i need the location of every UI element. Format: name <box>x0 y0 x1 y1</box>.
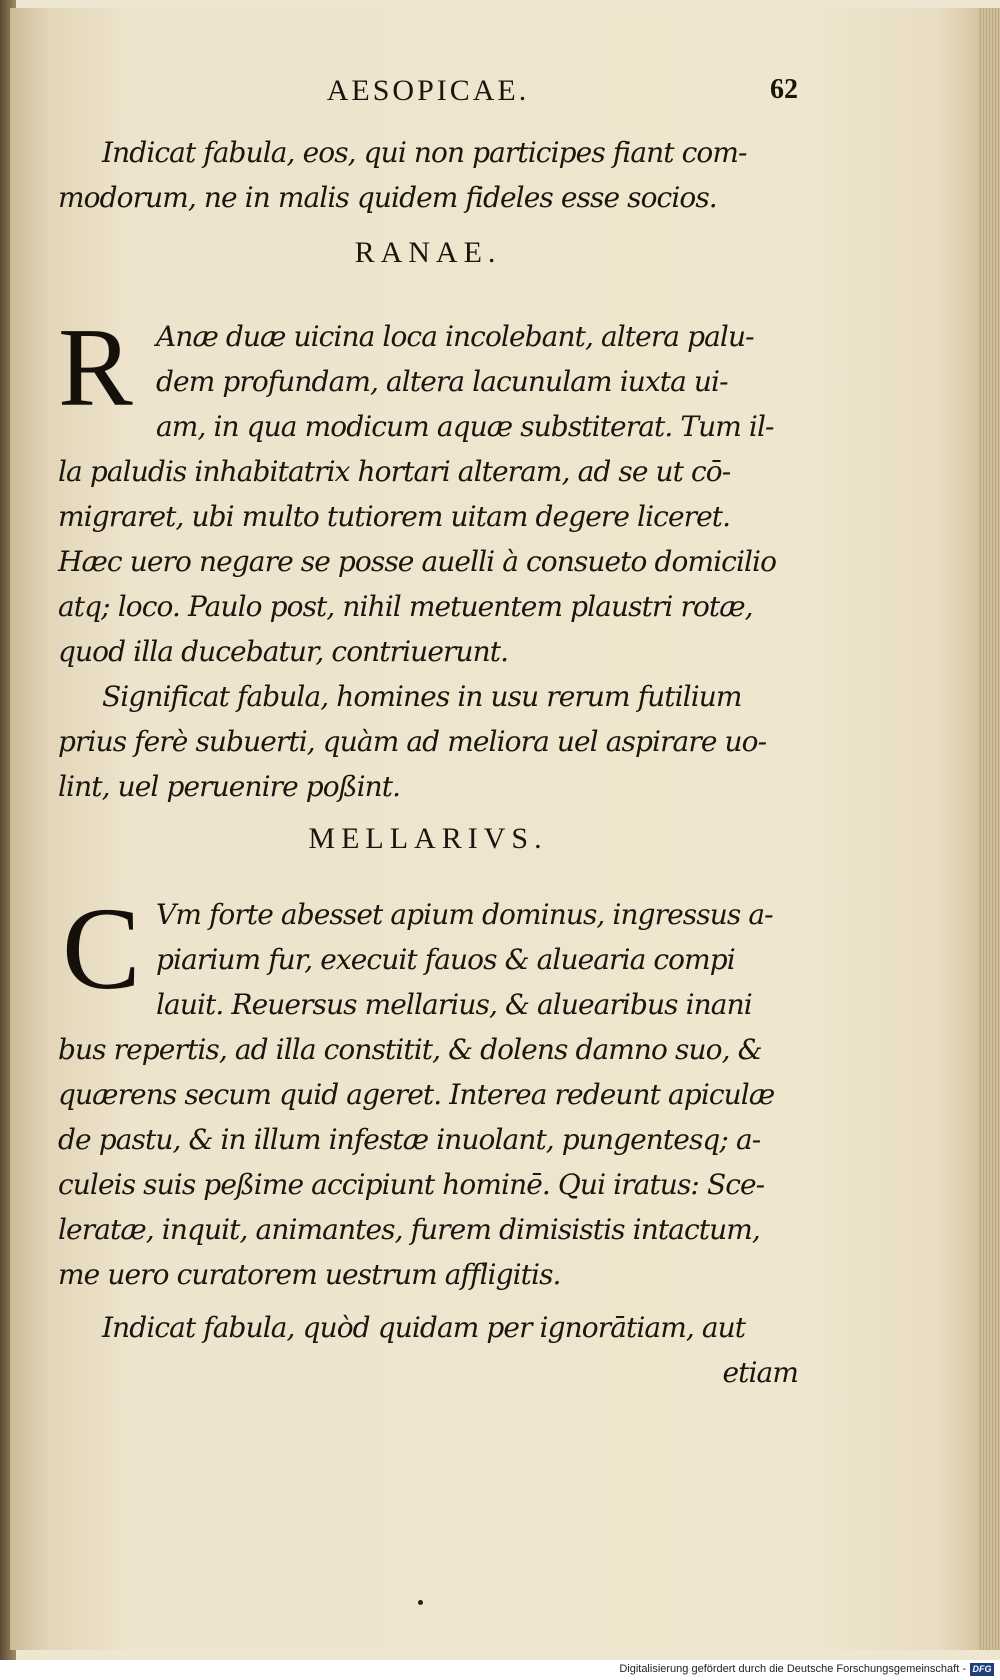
intro-moral <box>58 130 798 220</box>
text-line: leratæ, inquit, animantes, furem dimisistis intactum, <box>58 1213 760 1246</box>
text-line: Significat fabula, homines in usu rerum futilium <box>102 680 742 713</box>
catchword: etiam <box>722 1356 798 1389</box>
text-line: de pastu, & in illum infestæ inuolant, pungentesq; a- <box>58 1123 761 1156</box>
fable-heading-ranae: RANAE. <box>354 236 502 269</box>
running-head <box>58 74 798 118</box>
text-line: migraret, ubi multo tutiorem uitam degere liceret. <box>58 500 731 533</box>
text-line: bus repertis, ad illa constitit, & dolens damno suo, & <box>58 1033 762 1066</box>
text-line: am, in qua modicum aquæ substiterat. Tum il- <box>156 410 774 443</box>
drop-initial-c: C <box>62 883 141 1014</box>
text-line: atq; loco. Paulo post, nihil metuentem plaustri rotæ, <box>58 590 753 623</box>
text-line: Anæ duæ uicina loca incolebant, altera palu- <box>156 320 754 353</box>
text-line: lauit. Reuersus mellarius, & aluearibus inani <box>156 988 752 1021</box>
text-line: Indicat fabula, quòd quidam per ignorātiam, aut <box>102 1311 746 1344</box>
dfg-logo-icon: DFG <box>970 1663 994 1676</box>
text-line: prius ferè subuerti, quàm ad meliora uel aspirare uo- <box>58 725 767 758</box>
page-stack-edge <box>978 8 1000 1650</box>
text-line: lint, uel peruenire poßint. <box>58 770 401 803</box>
text-line: piarium fur, execuit fauos & aluearia compi <box>156 943 735 976</box>
footer-bar <box>0 1660 1000 1680</box>
text-line: dem profundam, altera lacunulam iuxta ui- <box>156 365 728 398</box>
running-head-title: AESOPICAE. <box>326 74 530 107</box>
fable-mellarius-text <box>58 883 798 1395</box>
folio-number: 62 <box>770 74 798 105</box>
text-line: me uero curatorem uestrum affligitis. <box>58 1258 561 1291</box>
text-line: modorum, ne in malis quidem fideles esse socios. <box>58 181 717 214</box>
fable-heading-mellarius: MELLARIVS. <box>308 822 548 855</box>
ink-speck <box>418 1600 423 1605</box>
footer-credit: Digitalisierung gefördert durch die Deutsche Forschungsgemeinschaft - <box>619 1663 966 1675</box>
text-line: Vm forte abesset apium dominus, ingressus a- <box>156 898 773 931</box>
text-line: Indicat fabula, eos, qui non participes fiant com- <box>102 136 747 169</box>
text-line: la paludis inhabitatrix hortari alteram, ad se ut cō- <box>58 455 731 488</box>
text-line: quod illa ducebatur, contriuerunt. <box>58 635 509 668</box>
fable-ranae-text <box>58 306 798 809</box>
text-line: quærens secum quid ageret. Interea redeunt apiculæ <box>58 1078 775 1111</box>
drop-initial-r: R <box>58 306 133 430</box>
text-line: Hæc uero negare se posse auelli à consueto domicilio <box>58 545 777 578</box>
text-line: culeis suis peßime accipiunt hominē. Qui iratus: Sce- <box>58 1168 765 1201</box>
